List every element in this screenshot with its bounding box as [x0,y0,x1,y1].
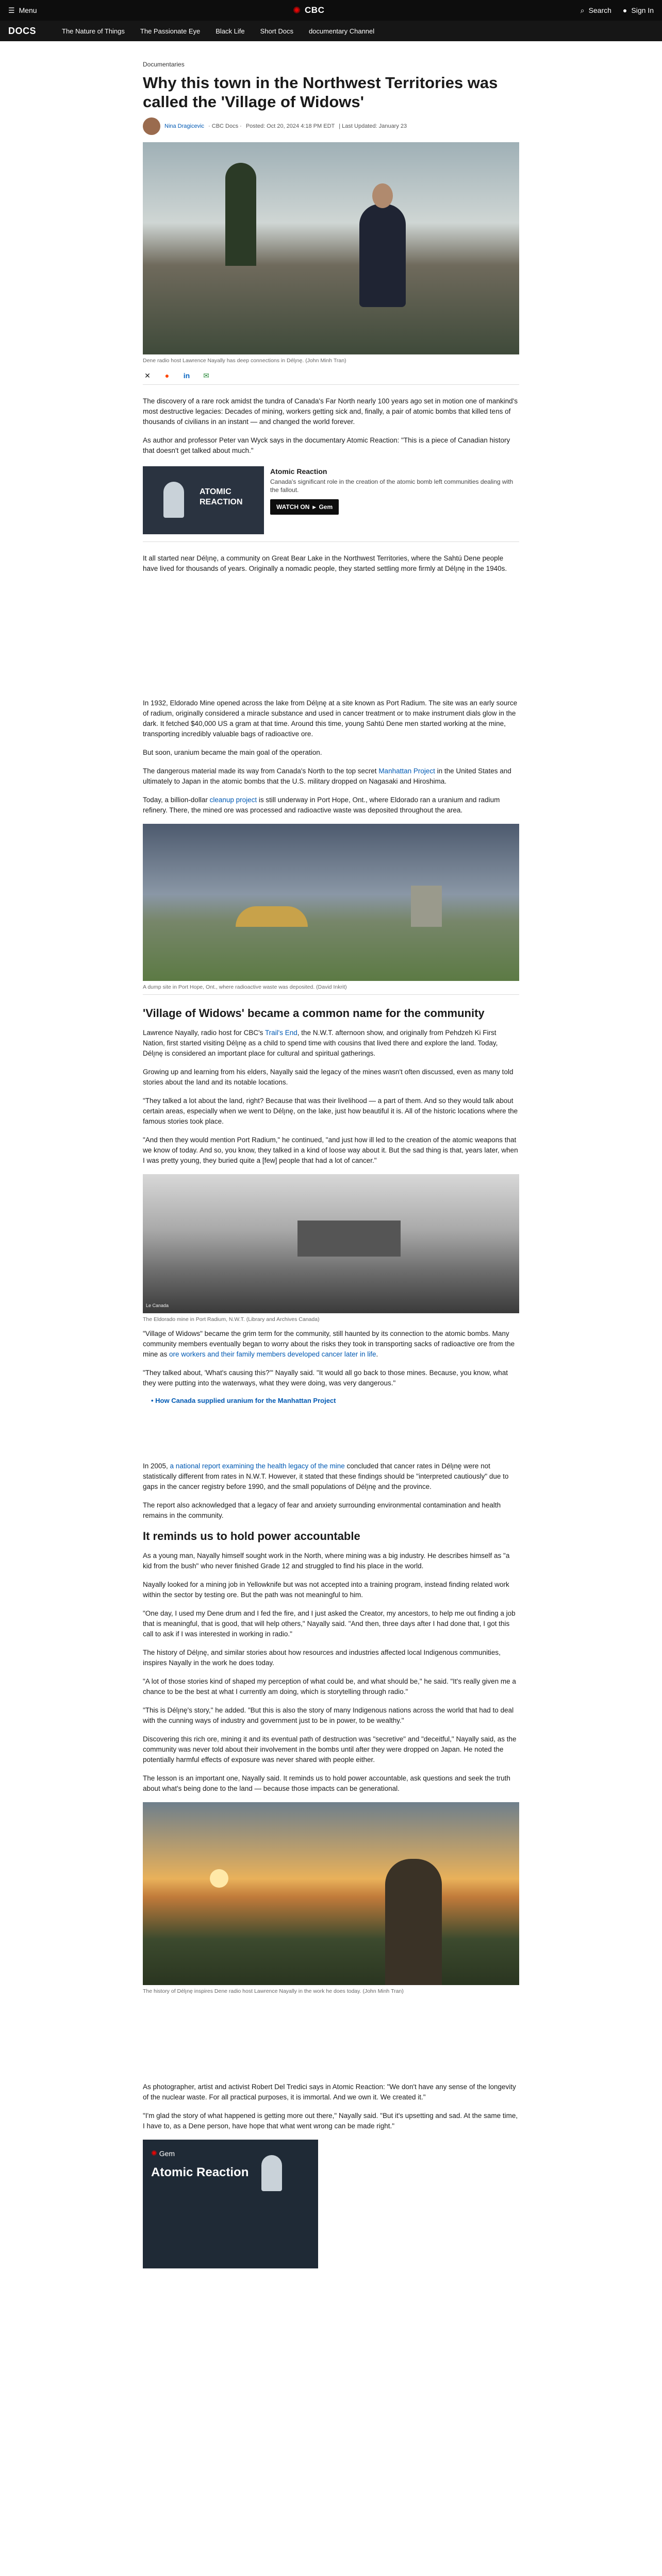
tree-shape [225,163,256,266]
paragraph: "I'm glad the story of what happened is getting more out there," Nayally said. "But it's upsetting and sad. At the same time, I have to, as a Dene person, have hope that what went wrong can be made right." [143,2112,518,2130]
paragraph [143,766,519,787]
docs-logo[interactable]: DOCS [8,25,37,36]
gem-icon: ✺ [151,2149,157,2157]
paragraph: It all started near Délı̨nę, a community on Great Bear Lake in the Northwest Territories, where the Sahtú Dene people have lived for thousands of years. Originally a nomadic people, they started settling more firmly at Délı̨nę in the 1940s. [143,554,507,572]
paragraph: "This is Délı̨nę's story," he added. "But this is also the story of many Indigenous nations across the world that had to deal with the cunning ways of industry and government just to be in power, to be wealthy." [143,1706,514,1724]
email-icon[interactable]: ✉ [203,371,209,380]
cleanup-project-link[interactable]: cleanup project [209,796,257,804]
sign-in-button[interactable] [623,6,654,14]
section-heading: 'Village of Widows' became a common name for the community [143,1007,485,1020]
spacer [143,1323,519,1329]
related-link-text[interactable]: How Canada supplied uranium for the Manhattan Project [155,1397,336,1404]
text-run: Today, a billion-dollar [143,796,210,804]
paragraph: "They talked a lot about the land, right? Because that was their livelihood — a part of them. And so they would talk about certain areas, especially when we went to Délı̨nę, on the lake, just how beautiful it is. All of the historic locations where the famous stories took place. [143,1097,518,1125]
paragraph: Nayally looked for a mining job in Yellowknife but was not accepted into a training program, instead finding related work within the sector by testing ore. But the path was not meaningful to him. [143,1581,509,1599]
paragraph [143,1329,519,1360]
x-icon[interactable]: ✕ [144,371,151,380]
paragraph [143,1461,519,1492]
play-icon: ▸ [312,503,316,511]
cbc-gem-icon: ✺ [292,5,301,15]
sign-in-label: Sign In [631,6,654,14]
archives-watermark: Le Canada [146,1303,169,1308]
promo-thumbnail[interactable] [143,466,264,534]
paragraph: "One day, I used my Dene drum and I fed the fire, and I just asked the Creator, my ancestors, to help me out finding a job that is meaningful, that is good, that will help others," Nayally said. "And then, three days after I had done that, I got this call to ask if I was interested in working in radio." [143,1609,516,1638]
search-label: Search [588,6,611,14]
national-report-link[interactable]: a national report examining the health legacy of the mine [170,1462,345,1470]
section-heading: It reminds us to hold power accountable [143,1530,360,1543]
watch-on-gem-button[interactable] [270,499,339,515]
doc-promo[interactable] [143,466,519,534]
paragraph: "And then they would mention Port Radium," he continued, "and just how ill led to the creation of the atomic weapons that we know of today. And so, you know, they talked in a kind of loose way about it. But the sad thing is that, years later, when I was pretty young, they buried quite a [few] people that had a lot of cancer." [143,1136,518,1164]
text-run: "Village of Widows" became the grim term for the community, still haunted by its connection to the atomic bombs. Many community members eventually began to worry about the risks they took in transporting sacks of radioactive ore from the mine as [143,1330,515,1358]
ad-space [143,1420,519,1461]
end-promo-title: Atomic Reaction [151,2165,249,2179]
paragraph: The report also acknowledged that a legacy of fear and anxiety surrounding environmental contamination and health remains in the community. [143,1501,501,1519]
text-run: in the United States and ultimately to Japan in the atomic bombs that the U.S. military dropped on Nagasaki and Hiroshima. [143,767,511,785]
end-promo-card[interactable] [143,2140,318,2268]
mine-building-shape [297,1221,401,1257]
person-shape [385,1859,442,1985]
paragraph: "They talked about, 'What's causing this?'" Nayally said. "It would all go back to those mines. Because, you know, what they were putting into the waterways, what they were doing, was very dangerous." [143,1369,508,1387]
nav-link-passionate-eye[interactable]: The Passionate Eye [140,27,201,35]
paragraph: As photographer, artist and activist Robert Del Tredici says in Atomic Reaction: "We don't have any sense of the longevity of the nuclear waste. For all practical purposes, it is immortal. And we own it. We created it." [143,2083,516,2101]
ad-space [143,1994,519,2082]
text-run: Lawrence Nayally, radio host for CBC's [143,1029,265,1037]
nav-link-black-life[interactable]: Black Life [216,27,245,35]
trails-end-link[interactable]: Trail's End [264,1029,297,1037]
promo-description: Canada's significant role in the creation of the atomic bomb left communities dealing with the fallout. [270,478,514,494]
nav-link-documentary-channel[interactable]: documentary Channel [308,27,375,35]
author-name[interactable]: Nina Dragicevic [164,123,205,129]
article [143,61,519,2268]
text-run: concluded that cancer rates in Délı̨nę were not statistically different from rates in N.W.T. However, it stated that these findings should be "interpreted cautiously" due to gaps in the cancer registry before 1990, and the small populations of Délı̨nę and the province. [143,1462,509,1490]
promo-title: Atomic Reaction [270,467,327,476]
paragraph [143,795,519,816]
share-divider [143,384,519,385]
byline-outlet: · CBC Docs · [208,123,242,129]
docs-nav [0,21,662,41]
paragraph: The lesson is an important one, Nayally said. It reminds us to hold power accountable, ask questions and seek the truth about what's being done to the land — because those impacts can be generational. [143,1774,510,1792]
paragraph: As a young man, Nayally himself sought work in the North, where mining was a big industry. He describes himself as "a kid from the bush" who never finished Grade 12 and struggled to find his place in the world. [143,1552,510,1570]
text-run: , the N.W.T. afternoon show, and originally from Pehdzeh Ki First Nation, first started visiting Délı̨nę as a child to spend time with cousins that lived there and explore the land. Today, Délı̨nę is considered an important place for cultural and spiritual gatherings. [143,1029,498,1057]
building-shape [411,886,442,927]
gem-label: Gem [159,2149,175,2158]
ore-workers-link[interactable]: ore workers and their family members developed cancer later in life [169,1350,376,1358]
bomb-icon [163,482,184,518]
text-run: The dangerous material made its way from Canada's North to the top secret [143,767,379,775]
paragraph: The history of Délı̨nę, and similar stories about how resources and industries affected local Indigenous communities, inspires Nayally in the work he does today. [143,1649,501,1667]
paragraph: But soon, uranium became the main goal of the operation. [143,749,322,756]
port-hope-photo [143,824,519,981]
sun-shape [210,1869,228,1888]
article-title: Why this town in the Northwest Territories was called the 'Village of Widows' [143,74,498,111]
updated-date: | Last Updated: January 23 [339,123,407,129]
nav-link-short-docs[interactable]: Short Docs [260,27,293,35]
menu-button[interactable] [8,6,37,15]
cbc-logo[interactable] [293,5,324,16]
gem-badge [151,2149,175,2158]
sunset-portrait-photo [143,1802,519,1985]
search-button[interactable] [581,6,611,15]
text-run: . [376,1350,378,1358]
paragraph: "A lot of those stories kind of shaped my perception of what could be, and what should be," he said. "It's really given me a chance to be the best at what I currently am doing, which is storytelling through radio." [143,1677,516,1696]
section-divider [143,994,519,995]
dump-mound [236,906,308,927]
top-bar [0,0,662,21]
hero-photo [143,142,519,354]
photo-caption: The Eldorado mine in Port Radium, N.W.T. (Library and Archives Canada) [143,1316,320,1323]
photo-caption: A dump site in Port Hope, Ont., where radioactive waste was deposited. (David Inkrit) [143,984,347,990]
search-icon: ⌕ [580,6,585,14]
photo-caption: The history of Délı̨nę inspires Dene radio host Lawrence Nayally in the work he does today. (John Minh Tran) [143,1988,404,1994]
author-avatar [143,117,160,135]
user-icon: ● [622,6,627,14]
ad-space [143,582,519,698]
share-bar [143,371,519,380]
promo-divider [143,541,519,542]
head-shape [372,183,393,208]
watch-label: WATCH ON [276,503,310,511]
menu-label: Menu [19,6,37,14]
paragraph: Growing up and learning from his elders, Nayally said the legacy of the mines wasn't often discussed, even as many told stories about the land and its notable locations. [143,1068,514,1086]
eldorado-mine-photo [143,1174,519,1313]
posted-date: Posted: Oct 20, 2024 4:18 PM EDT [245,123,335,129]
paragraph: Discovering this rich ore, mining it and its eventual path of destruction was "secretive" and "deceitful," Nayally said, as the community was never told about their involvement in the bombs until after they were dropped on Japan. He noted the potentially harmful effects of exposure was never shared with people either. [143,1735,517,1764]
text-run: In 2005, [143,1462,170,1470]
hero-caption: Dene radio host Lawrence Nayally has deep connections in Délı̨nę. (John Minh Tran) [143,358,346,364]
paragraph: The discovery of a rare rock amidst the tundra of Canada's Far North nearly 100 years ago set in motion one of mankind's most destructive legacies: Decades of mining, workers getting sick and, finally, a pair of atomic bombs that killed tens of thousands of civilians in an instant — and changed the world forever. [143,397,518,426]
person-shape [359,204,406,307]
reddit-icon[interactable]: ● [164,371,170,380]
hamburger-icon: ☰ [8,6,15,14]
linkedin-icon[interactable]: in [183,371,190,380]
paragraph: In 1932, Eldorado Mine opened across the lake from Délı̨nę at a site known as Port Radium. The site was an early source of radium, originally considered a miracle substance and used in cancer treatment or to make instrument dials glow in the dark. It fetched $40,000 US a gram at that time. Around this time, young Sahtú Dene men started working at the mine, transporting incredibly valuable bags of radioactive ore. [143,699,518,738]
text-run: is still underway in Port Hope, Ont., where Eldorado ran a uranium and radium refinery. There, the mined ore was processed and radioactive waste was deposited throughout the area. [143,796,500,814]
byline [143,117,519,135]
nav-link-nature-of-things[interactable]: The Nature of Things [62,27,125,35]
paragraph: As author and professor Peter van Wyck says in the documentary Atomic Reaction: "This is a piece of Canadian history that doesn't get talked about much." [143,436,510,454]
bomb-icon [261,2155,282,2191]
section-kicker[interactable]: Documentaries [143,61,185,68]
manhattan-project-link[interactable]: Manhattan Project [378,767,435,775]
promo-thumb-text: ATOMIC REACTION [200,487,243,506]
gem-label: Gem [319,503,333,511]
cbc-logo-text: CBC [305,5,325,15]
paragraph [143,1028,519,1059]
related-link[interactable]: • How Canada supplied uranium for the Manhattan Project [151,1397,336,1404]
